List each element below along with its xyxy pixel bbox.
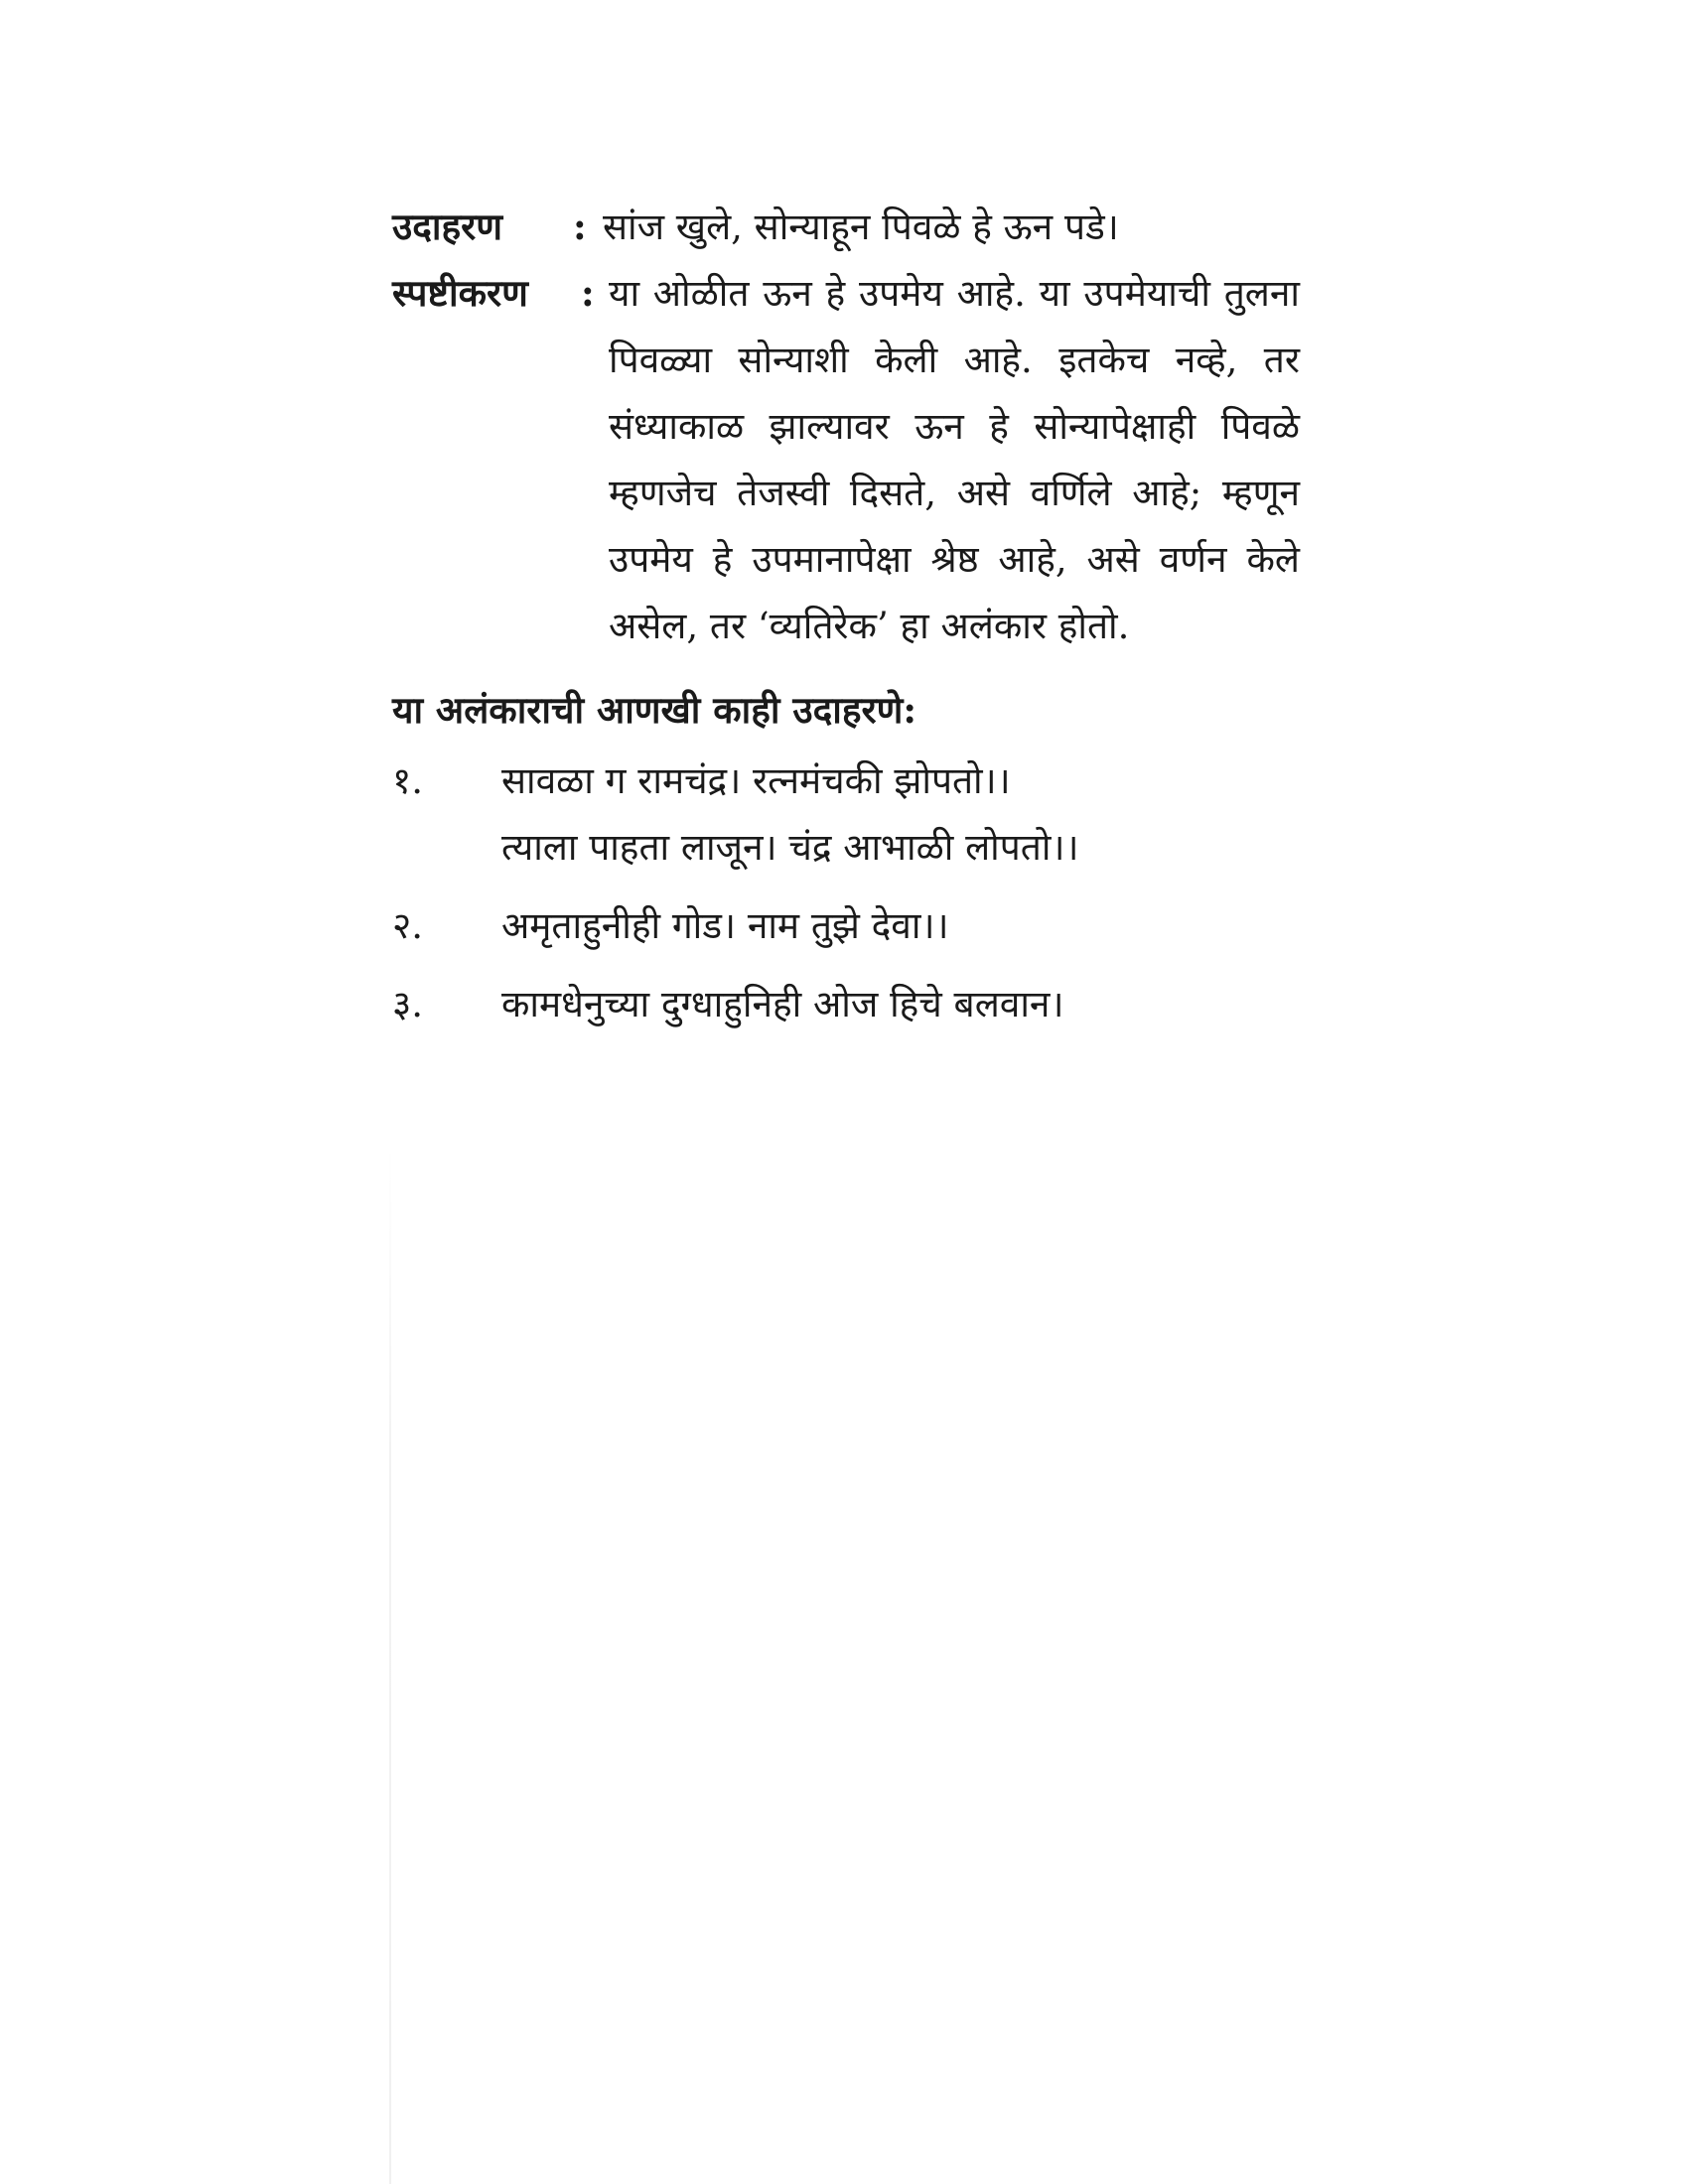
explanation-label: स्पष्टीकरण	[392, 271, 528, 315]
explanation-row	[392, 260, 1316, 659]
more-examples-heading: या अलंकाराची आणखी काही उदाहरणे:	[392, 688, 917, 732]
list-item-line: सावळा ग रामचंद्र। रत्नमंचकी झोपतो।।	[501, 759, 1011, 802]
example-label: उदाहरण	[392, 205, 503, 248]
list-item-line: अमृताहुनीही गोड। नाम तुझे देवा।।	[501, 904, 949, 947]
list-item-lines	[501, 971, 1064, 1037]
more-examples-list	[392, 748, 1316, 1037]
list-item-number: १.	[392, 759, 424, 802]
list-item-number: २.	[392, 904, 424, 947]
list-item	[392, 748, 1316, 881]
list-item-line: कामधेनुच्या दुग्धाहुनिही ओज हिचे बलवान।	[501, 983, 1064, 1025]
example-colon: :	[573, 205, 587, 248]
scan-edge-shadow	[389, 1142, 391, 2184]
explanation-colon: :	[581, 271, 595, 315]
list-item	[392, 971, 1316, 1037]
example-row	[392, 194, 1316, 260]
content-block	[392, 194, 1316, 1049]
list-item-lines	[501, 748, 1079, 881]
list-item-line: त्याला पाहता लाजून। चंद्र आभाळी लोपतो।।	[501, 826, 1079, 869]
example-text: सांज खुले, सोन्याहून पिवळे हे ऊन पडे।	[603, 205, 1119, 248]
list-item-number: ३.	[392, 983, 424, 1025]
list-item-lines	[501, 892, 949, 959]
list-item	[392, 892, 1316, 959]
explanation-text: या ओळीत ऊन हे उपमेय आहे. या उपमेयाची तुलना पिवळ्या सोन्याशी केली आहे. इतकेच नव्हे, तर संध्याकाळ झाल्यावर ऊन हे सोन्यापेक्षाही पिवळे म्हणजेच तेजस्वी दिसते, असे वर्णिले आहे; म्हणून उपमेय हे उपमानापेक्षा श्रेष्ठ आहे, असे वर्णन केले असेल, तर ‘व्यतिरेक’ हा अलंकार होतो.	[609, 272, 1300, 647]
